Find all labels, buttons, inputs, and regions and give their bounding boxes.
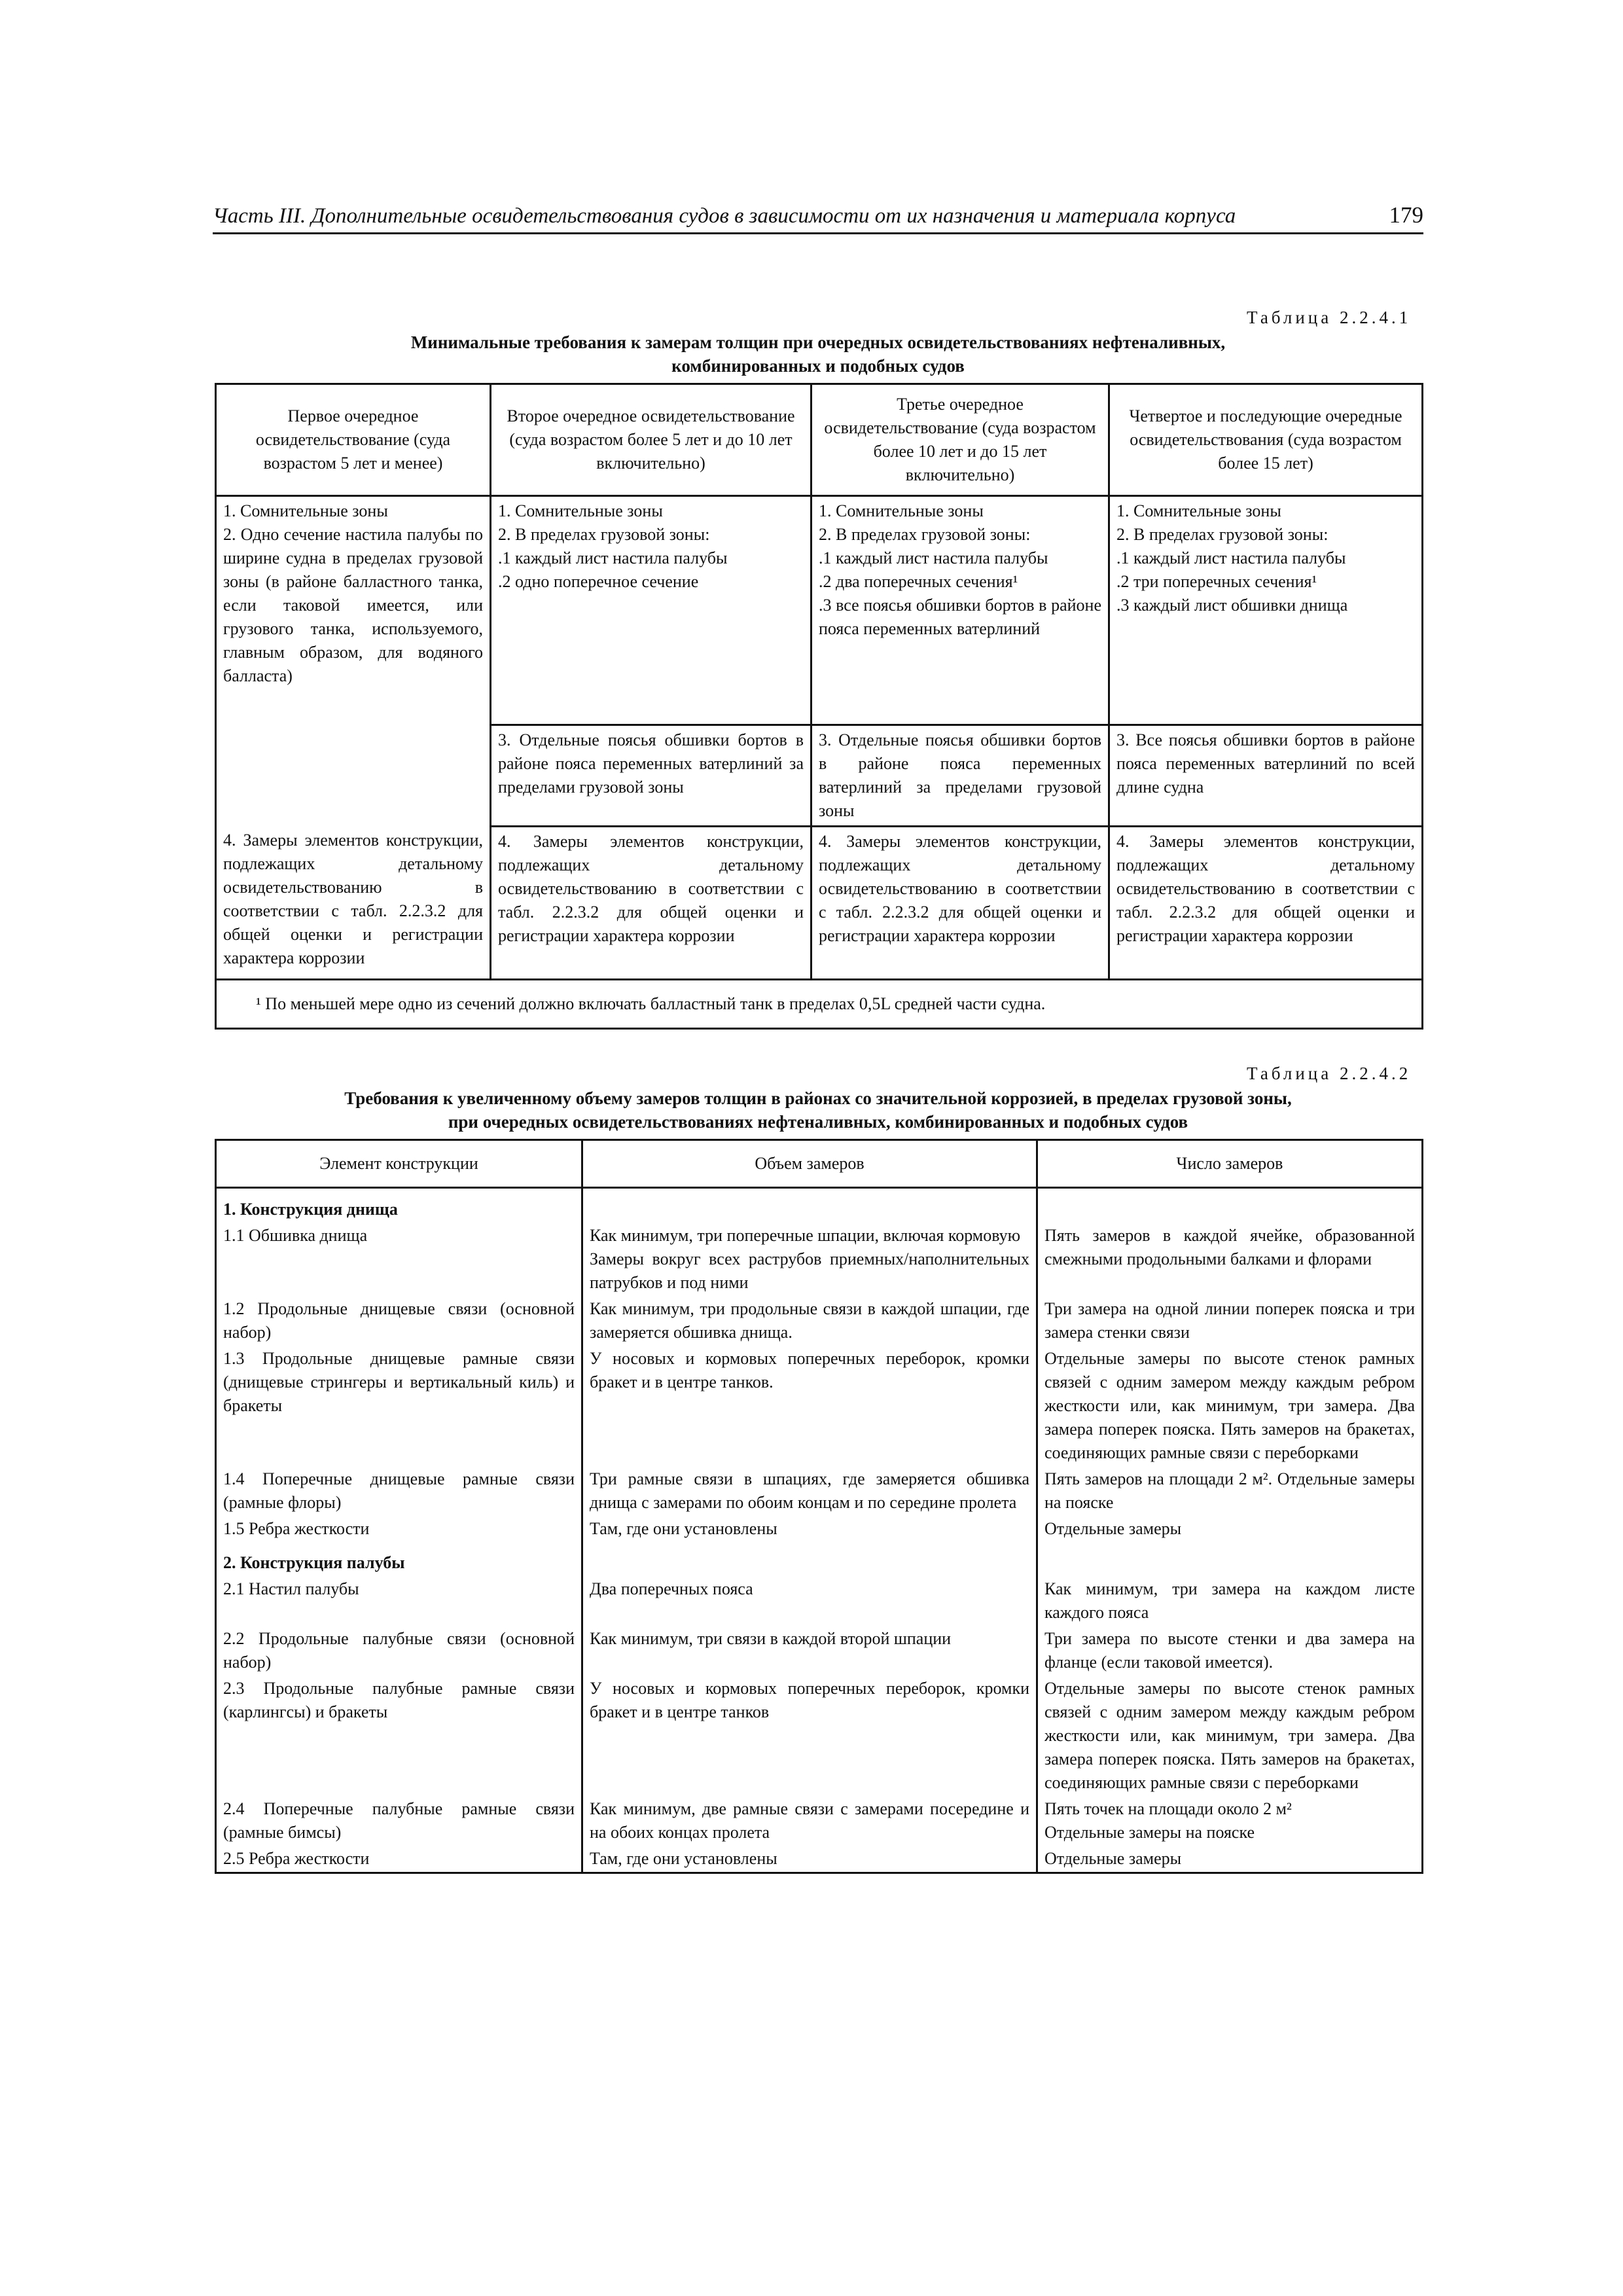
- table2-element-cell: 2.2 Продольные палубные связи (основной набор): [216, 1626, 582, 1676]
- table2-count-cell: Отдельные замеры по высоте стенок рамных связей с одним замером между каждым ребром жесткости или, как минимум, три замера. Два замера поперек пояска. Пять замеров на бракетах, соединяющих рамные связи с переборками: [1037, 1676, 1423, 1796]
- table2-header-cell: Объем замеров: [582, 1140, 1037, 1188]
- table2-empty-cell: [582, 1188, 1037, 1223]
- table2-element-cell: 1.5 Ребра жесткости: [216, 1516, 582, 1542]
- table2-count-cell: Отдельные замеры: [1037, 1846, 1423, 1873]
- table2-group-title: 1. Конструкция днища: [216, 1188, 582, 1223]
- table2-element-cell: 1.4 Поперечные днищевые рамные связи (рамные флоры): [216, 1466, 582, 1516]
- table1-cell: 4. Замеры элементов конструкции, подлежащих детальному освидетельствованию в соответствии с табл. 2.2.3.2 для общей оценки и регистрации характера коррозии: [491, 826, 812, 980]
- table2-scope-cell: Как минимум, три поперечные шпации, включая кормовую Замеры вокруг всех раструбов приемных/наполнительных патрубков и под ними: [582, 1223, 1037, 1296]
- table2-group-title: 2. Конструкция палубы: [216, 1542, 582, 1576]
- table1-header-cell: Четвертое и последующие очередные освидетельствования (суда возрастом более 15 лет): [1109, 384, 1423, 496]
- page-number: 179: [1389, 202, 1423, 228]
- table2-count-cell: Пять замеров в каждой ячейке, образованной смежными продольными балками и флорами: [1037, 1223, 1423, 1296]
- table2: [215, 1139, 1423, 1874]
- table2-header-cell: Элемент конструкции: [216, 1140, 582, 1188]
- table2-count-cell: Отдельные замеры по высоте стенок рамных связей с одним замером между каждым ребром жесткости или, как минимум, три замера. Два замера поперек пояска. Пять замеров на бракетах, соединяющих рамные связи с переборками: [1037, 1346, 1423, 1466]
- table2-scope-cell: Два поперечных пояса: [582, 1576, 1037, 1626]
- table2-element-cell: 2.4 Поперечные палубные рамные связи (рамные бимсы): [216, 1796, 582, 1846]
- table1-cell: 3. Все поясья обшивки бортов в районе пояса переменных ватерлиний по всей длине судна: [1109, 725, 1423, 826]
- table-row: [216, 1796, 1423, 1846]
- table-row: [216, 1296, 1423, 1346]
- table-row: [216, 1626, 1423, 1676]
- table1-cell: 1. Сомнительные зоны 2. В пределах грузовой зоны: .1 каждый лист настила палубы .2 одно поперечное сечение: [491, 496, 812, 725]
- table1-cell: 1. Сомнительные зоны 2. В пределах грузовой зоны: .1 каждый лист настила палубы .2 три поперечных сечения¹ .3 каждый лист обшивки днища: [1109, 496, 1423, 725]
- table2-header-cell: Число замеров: [1037, 1140, 1423, 1188]
- table2-scope-cell: У носовых и кормовых поперечных переборок, кромки бракет и в центре танков.: [582, 1346, 1037, 1466]
- table2-count-cell: Три замера на одной линии поперек пояска и три замера стенки связи: [1037, 1296, 1423, 1346]
- running-header: [213, 200, 1423, 234]
- table-row: [216, 1676, 1423, 1796]
- table1-footnote: ¹ По меньшей мере одно из сечений должно включать балластный танк в пределах 0,5L средней части судна.: [216, 980, 1423, 1029]
- table1-row: [216, 496, 1423, 725]
- table1-caption-line1: Минимальные требования к замерам толщин при очередных освидетельствованиях нефтеналивных,: [410, 332, 1226, 352]
- table2-scope-cell: Там, где они установлены: [582, 1846, 1037, 1873]
- table2-empty-cell: [582, 1542, 1037, 1576]
- running-title: Часть III. Дополнительные освидетельствования судов в зависимости от их назначения и материала корпуса: [213, 204, 1236, 228]
- table2-scope-cell: Как минимум, три связи в каждой второй шпации: [582, 1626, 1037, 1676]
- table2-element-cell: 1.3 Продольные днищевые рамные связи (днищевые стрингеры и вертикальный киль) и бракеты: [216, 1346, 582, 1466]
- table2-element-cell: 1.1 Обшивка днища: [216, 1223, 582, 1296]
- table2-element-cell: 2.1 Настил палубы: [216, 1576, 582, 1626]
- table1-row: [216, 725, 1423, 826]
- table2-empty-cell: [1037, 1542, 1423, 1576]
- table2-group-row: [216, 1542, 1423, 1576]
- table1-footnote-row: [216, 980, 1423, 1029]
- table1-header-cell: Первое очередное освидетельствование (суда возрастом 5 лет и менее): [216, 384, 491, 496]
- table2-empty-cell: [1037, 1188, 1423, 1223]
- table2-scope-cell: Как минимум, две рамные связи с замерами посередине и на обоих концах пролета: [582, 1796, 1037, 1846]
- table2-element-cell: 2.3 Продольные палубные рамные связи (карлингсы) и бракеты: [216, 1676, 582, 1796]
- table2-group-row: [216, 1188, 1423, 1223]
- table2-scope-cell: У носовых и кормовых поперечных переборок, кромки бракет и в центре танков: [582, 1676, 1037, 1796]
- table2-scope-cell: Три рамные связи в шпациях, где замеряется обшивка днища с замерами по обоим концам и по середине пролета: [582, 1466, 1037, 1516]
- table2-count-cell: Пять точек на площади около 2 м² Отдельные замеры на пояске: [1037, 1796, 1423, 1846]
- table2-element-cell: 2.5 Ребра жесткости: [216, 1846, 582, 1873]
- table2-count-cell: Три замера по высоте стенки и два замера на фланце (если таковой имеется).: [1037, 1626, 1423, 1676]
- table-row: [216, 1576, 1423, 1626]
- table2-count-cell: Отдельные замеры: [1037, 1516, 1423, 1542]
- table1-cell: 3. Отдельные поясья обшивки бортов в районе пояса переменных ватерлиний за пределами грузовой зоны: [491, 725, 812, 826]
- table-row: [216, 1516, 1423, 1542]
- table2-header-row: [216, 1140, 1423, 1188]
- table1-cell: 1. Сомнительные зоны 2. Одно сечение настила палубы по ширине судна в пределах грузовой зоны (в районе балластного танка, если таковой имеется, или грузового танка, используемого, главным образом, для водяного балласта): [216, 496, 491, 725]
- table-row: [216, 1223, 1423, 1296]
- table2-scope-cell: Как минимум, три продольные связи в каждой шпации, где замеряется обшивка днища.: [582, 1296, 1037, 1346]
- table1-caption-line2: комбинированных и подобных судов: [671, 356, 965, 376]
- table2-caption: [213, 1086, 1423, 1134]
- table1-header-cell: Второе очередное освидетельствование (суда возрастом более 5 лет и до 10 лет включительно): [491, 384, 812, 496]
- table1-cell: 4. Замеры элементов конструкции, подлежащих детальному освидетельствованию в соответствии с табл. 2.2.3.2 для общей оценки и регистрации характера коррозии: [1109, 826, 1423, 980]
- table-row: [216, 1466, 1423, 1516]
- table2-label: Таблица 2.2.4.2: [1247, 1064, 1412, 1083]
- table1-header-row: [216, 384, 1423, 496]
- table-row: [216, 1346, 1423, 1466]
- table1-cell: 3. Отдельные поясья обшивки бортов в районе пояса переменных ватерлиний за пределами грузовой зоны: [812, 725, 1109, 826]
- table-row: [216, 1846, 1423, 1873]
- table2-caption-line2: при очередных освидетельствованиях нефтеналивных, комбинированных и подобных судов: [448, 1112, 1188, 1132]
- table2-element-cell: 1.2 Продольные днищевые связи (основной набор): [216, 1296, 582, 1346]
- table1-row: [216, 826, 1423, 980]
- table2-count-cell: Пять замеров на площади 2 м². Отдельные замеры на пояске: [1037, 1466, 1423, 1516]
- table2-caption-line1: Требования к увеличенному объему замеров толщин в районах со значительной коррозией, в пределах грузовой зоны,: [344, 1088, 1292, 1108]
- table1-caption: [213, 331, 1423, 378]
- table2-scope-cell: Там, где они установлены: [582, 1516, 1037, 1542]
- table1-label: Таблица 2.2.4.1: [1247, 308, 1412, 327]
- table1-header-cell: Третье очередное освидетельствование (суда возрастом более 10 лет и до 15 лет включительно): [812, 384, 1109, 496]
- table1-cell: [216, 725, 491, 826]
- table1-cell: 4. Замеры элементов конструкции, подлежащих детальному освидетельствованию в соответствии с табл. 2.2.3.2 для общей оценки и регистрации характера коррозии: [216, 826, 491, 980]
- table1: [215, 383, 1423, 1030]
- table1-cell: 1. Сомнительные зоны 2. В пределах грузовой зоны: .1 каждый лист настила палубы .2 два поперечных сечения¹ .3 все поясья обшивки бортов в районе пояса переменных ватерлиний: [812, 496, 1109, 725]
- table2-count-cell: Как минимум, три замера на каждом листе каждого пояса: [1037, 1576, 1423, 1626]
- table1-cell: 4. Замеры элементов конструкции, подлежащих детальному освидетельствованию в соответствии с табл. 2.2.3.2 для общей оценки и регистрации характера коррозии: [812, 826, 1109, 980]
